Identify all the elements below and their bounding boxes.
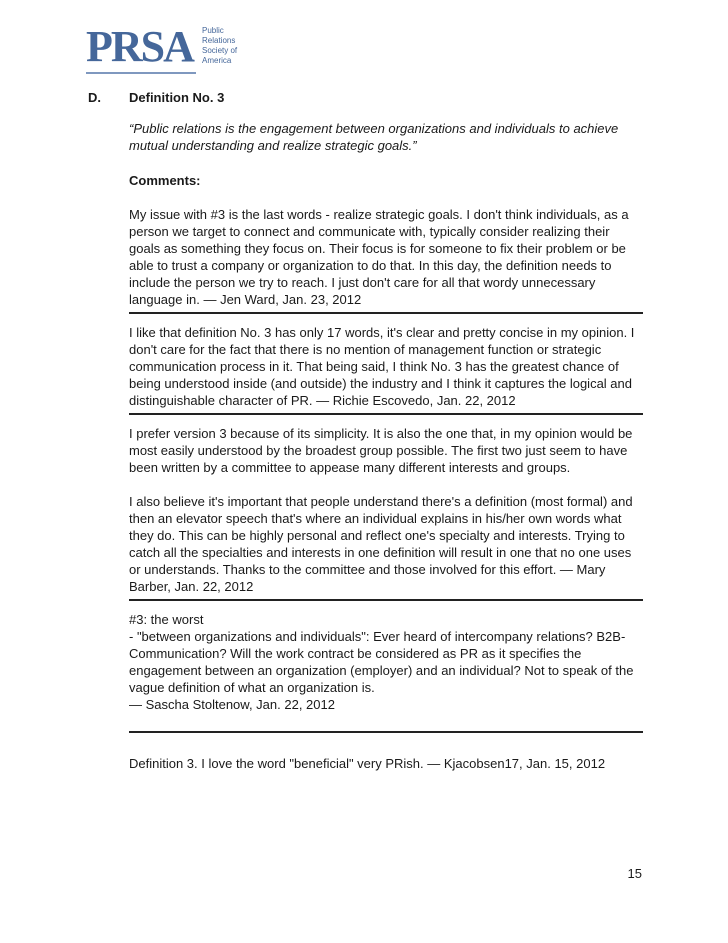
- logo-underline: [86, 72, 196, 74]
- definition-quote: “Public relations is the engagement between organizations and individuals to achieve mutual understanding and realize strategic goals.”: [129, 121, 619, 153]
- section-letter: D.: [88, 90, 101, 105]
- comment: [129, 755, 643, 772]
- logo-sub-line: America: [202, 56, 232, 65]
- comment-paragraph: I also believe it's important that people understand there's a definition (most formal) and then an elevator speech that's where an individual explains in his/her own words what they do. This can be highly personal and reflect one's specialty and interests. Trying to catch all the specialties and interests in one definition will result in one that no one uses or understands. Thanks to the committee and those involved for this effort. — Mary Barber, Jan. 22, 2012: [129, 494, 633, 594]
- comment-paragraph: My issue with #3 is the last words - realize strategic goals. I don't think individuals, as a person we target to connect and communicate with, typically consider realizing their goals as something they focus on. Their focus is for someone to fix their problem or be able to trust a company or organization to do that. In this day, the definition needs to include the person we try to reach. I just don't care for all that wordy unnecessary language in. — Jen Ward, Jan. 23, 2012: [129, 207, 629, 307]
- divider: [129, 599, 643, 601]
- logo-sub-line: Relations: [202, 36, 236, 45]
- divider: [129, 731, 643, 733]
- logo-letters: PRSA: [86, 22, 193, 71]
- divider: [129, 413, 643, 415]
- section-content: [129, 120, 643, 772]
- logo-sub-line: Public: [202, 26, 224, 35]
- comment-line: #3: the worst: [129, 612, 204, 627]
- logo-sub-line: Society of: [202, 46, 238, 55]
- comment-paragraph: I prefer version 3 because of its simplicity. It is also the one that, in my opinion would be most easily understood by the broadest group possible. The first two just seem to have been written by a committee to appease many different interests and groups.: [129, 426, 633, 475]
- comment: [129, 611, 643, 713]
- comment-paragraph: Definition 3. I love the word "beneficial" very PRish. — Kjacobsen17, Jan. 15, 2012: [129, 756, 606, 771]
- divider: [129, 312, 643, 314]
- section-title: Definition No. 3: [129, 90, 225, 105]
- comments-heading: Comments:: [129, 173, 201, 188]
- comment-paragraph: I like that definition No. 3 has only 17 words, it's clear and pretty concise in my opinion. I don't care for the fact that there is no mention of management function or strategic communication process in it. That being said, I think No. 3 has the greatest chance of being understood inside (and outside) the industry and I think it captures the logical and distinguishable character of PR. — Richie Escovedo, Jan. 22, 2012: [129, 325, 635, 408]
- comment-line: — Sascha Stoltenow, Jan. 22, 2012: [129, 697, 335, 712]
- comment: [129, 206, 643, 308]
- comment-line: - "between organizations and individuals": Ever heard of intercompany relations? B2B-Communication? Will the work contract be considered as PR as it specifies the engagement between an organization (employer) and an individual? Not to speak of the vague definition of what an organization is.: [129, 629, 634, 695]
- comment: [129, 324, 643, 409]
- prsa-logo: [86, 22, 256, 78]
- page-number: 15: [627, 866, 642, 881]
- logo-subtitle: [202, 26, 252, 66]
- comment: [129, 425, 643, 595]
